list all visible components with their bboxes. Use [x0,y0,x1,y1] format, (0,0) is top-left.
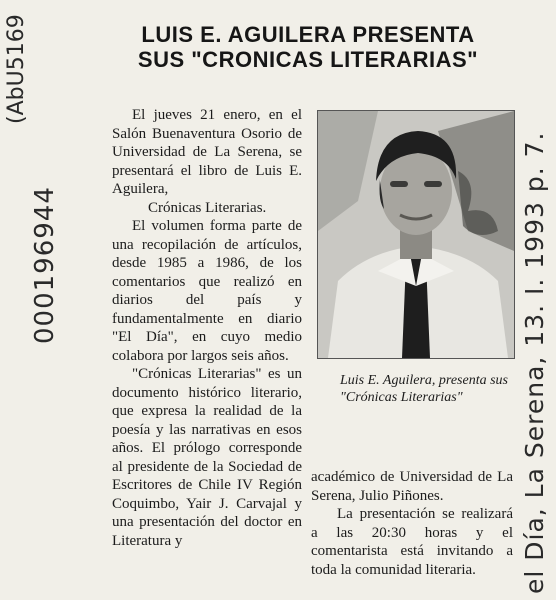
paragraph-book-title: Crónicas Literarias. [148,199,267,216]
paragraph-continuation: académico de Universidad de La Serena, Julio Piñones. [311,469,513,504]
headline-line-1: LUIS E. AGUILERA PRESENTA [141,22,475,47]
handwritten-source-note: el Día, La Serena, 13. I. 1993 p. 7. [520,131,549,594]
photo-caption: Luis E. Aguilera, presenta sus "Crónicas Literarias" [340,373,509,405]
author-photo [317,110,515,359]
paragraph-schedule: La presentación se realizará a las 20:30 horas y el comentarista está invitando a toda la comunidad literaria. [311,506,513,578]
article-column-right [311,468,513,579]
paragraph-document: "Crónicas Literarias" es un documento histórico literario, que expresa la realidad de la poesía y las narrativas en esos años. El prólogo corresponde al presidente de la Sociedad de Escritores de Chile IV Región Coquimbo, Yair J. Carvajal y una presentación del doctor en Literatura y [112,366,302,549]
portrait-image [318,111,514,358]
article-headline [108,22,508,72]
headline-line-2: SUS "CRONICAS LITERARIAS" [137,47,479,72]
paragraph-announcement: El jueves 21 enero, en el Salón Buenaventura Osorio de Universidad de La Serena, se presentará el libro de Luis E. Aguilera, [112,107,302,197]
handwritten-catalog-code: (AbU5169 [4,14,29,124]
handwritten-record-number: 000196944 [30,186,60,344]
article-column-left [112,106,302,550]
paragraph-volume: El volumen forma parte de una recopilación de artículos, desde 1985 a 1986, de los comentarios que realizó en diarios del país y fundamentalmente en diario "El Día", en cuyo medio colabora por largos seis años. [112,218,302,364]
